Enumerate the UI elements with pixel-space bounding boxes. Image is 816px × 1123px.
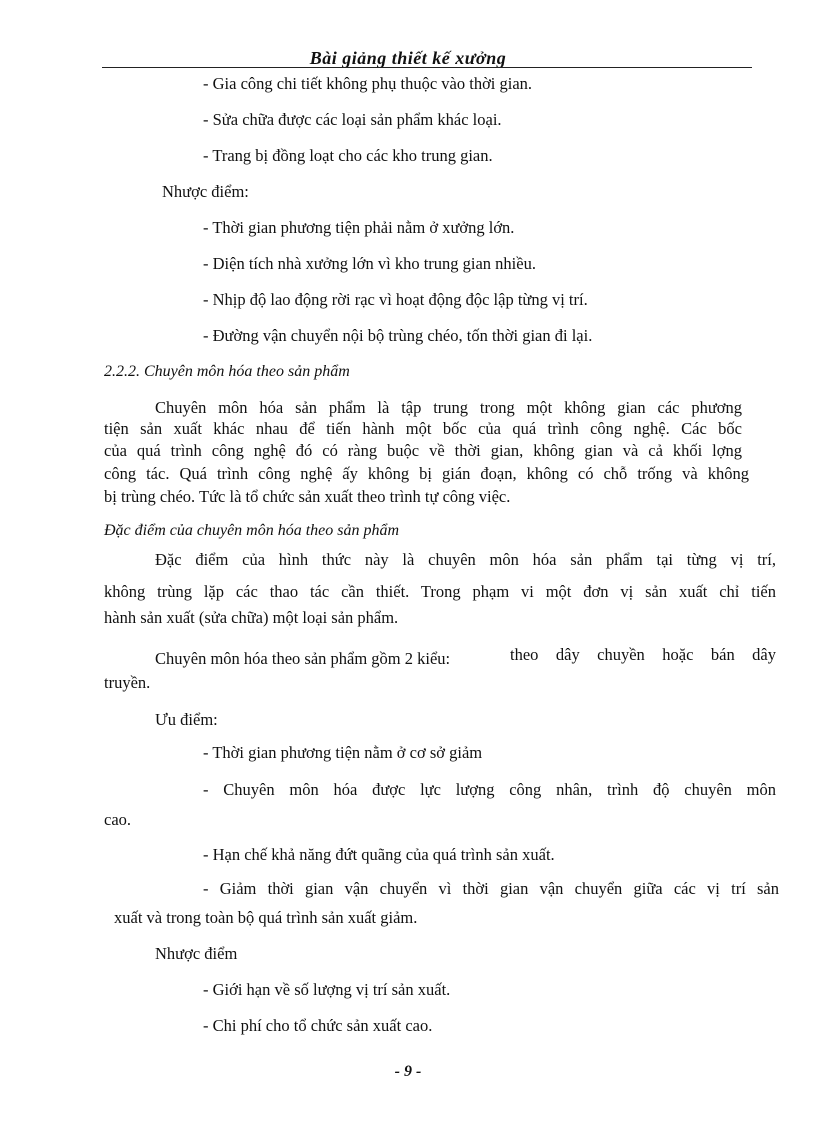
paragraph-line: theo dây chuyền hoặc bán dây <box>510 645 776 664</box>
paragraph-line: truyền. <box>104 673 151 692</box>
advantage-item-4-continued: xuất và trong toàn bộ quá trình sản xuất giảm. <box>114 908 418 927</box>
paragraph-line: không trùng lặp các thao tác cần thiết. Trong phạm vi một đơn vị sản xuất chỉ tiến <box>104 582 776 601</box>
advantage-item-1: - Gia công chi tiết không phụ thuộc vào thời gian. <box>203 74 533 93</box>
paragraph-line: công tác. Quá trình công nghệ ấy không bị gián đoạn, không có chỗ trống và không <box>104 464 749 483</box>
disadvantage-item-3: - Nhịp độ lao động rời rạc vì hoạt động độc lập từng vị trí. <box>203 290 588 309</box>
paragraph-line: Chuyên môn hóa sản phẩm là tập trung trong một không gian các phương <box>155 398 742 417</box>
page-number: - 9 - <box>394 1063 422 1080</box>
paragraph-line: tiện sản xuất khác nhau để tiến hành một bốc của quá trình công nghệ. Các bốc <box>104 419 742 438</box>
advantage-heading: Ưu điểm: <box>155 710 218 729</box>
advantage-item-4: - Giảm thời gian vận chuyển vì thời gian vận chuyển giữa các vị trí sản <box>203 879 779 898</box>
advantage-item-2: - Sửa chữa được các loại sản phẩm khác loại. <box>203 110 502 129</box>
paragraph-line: hành sản xuất (sửa chữa) một loại sản phẩm. <box>104 608 399 627</box>
disadvantage-item-2: - Chi phí cho tổ chức sản xuất cao. <box>203 1016 433 1035</box>
advantage-item-2-continued: cao. <box>104 810 132 829</box>
subsection-heading: Đặc điểm của chuyên môn hóa theo sản phẩm <box>104 522 400 539</box>
disadvantage-item-1: - Thời gian phương tiện phải nằm ở xưởng lớn. <box>203 218 515 237</box>
advantage-item-3: - Hạn chế khả năng đứt quãng của quá trình sản xuất. <box>203 845 555 864</box>
paragraph-line: Chuyên môn hóa theo sản phẩm gồm 2 kiểu: <box>155 649 451 668</box>
advantage-item-3: - Trang bị đồng loạt cho các kho trung gian. <box>203 146 493 165</box>
paragraph-line: bị trùng chéo. Tức là tổ chức sản xuất theo trình tự công việc. <box>104 487 511 506</box>
paragraph-line: Đặc điểm của hình thức này là chuyên môn hóa sản phẩm tại từng vị trí, <box>155 550 776 569</box>
running-header-title: Bài giảng thiết kế xưởng <box>309 48 507 68</box>
disadvantage-heading: Nhược điểm <box>155 944 238 963</box>
section-heading: 2.2.2. Chuyên môn hóa theo sản phẩm <box>104 363 350 380</box>
advantage-item-1: - Thời gian phương tiện nằm ở cơ sở giảm <box>203 743 483 762</box>
paragraph-line: của quá trình công nghệ đó có ràng buộc về thời gian, không gian và cả khối lợng <box>104 441 742 460</box>
disadvantage-item-1: - Giới hạn về số lượng vị trí sản xuất. <box>203 980 451 999</box>
disadvantage-heading: Nhược điểm: <box>162 182 249 201</box>
disadvantage-item-2: - Diện tích nhà xưởng lớn vì kho trung gian nhiều. <box>203 254 536 273</box>
advantage-item-2: - Chuyên môn hóa được lực lượng công nhân, trình độ chuyên môn <box>203 780 776 799</box>
header-divider <box>102 67 752 68</box>
disadvantage-item-4: - Đường vận chuyển nội bộ trùng chéo, tốn thời gian đi lại. <box>203 326 593 345</box>
